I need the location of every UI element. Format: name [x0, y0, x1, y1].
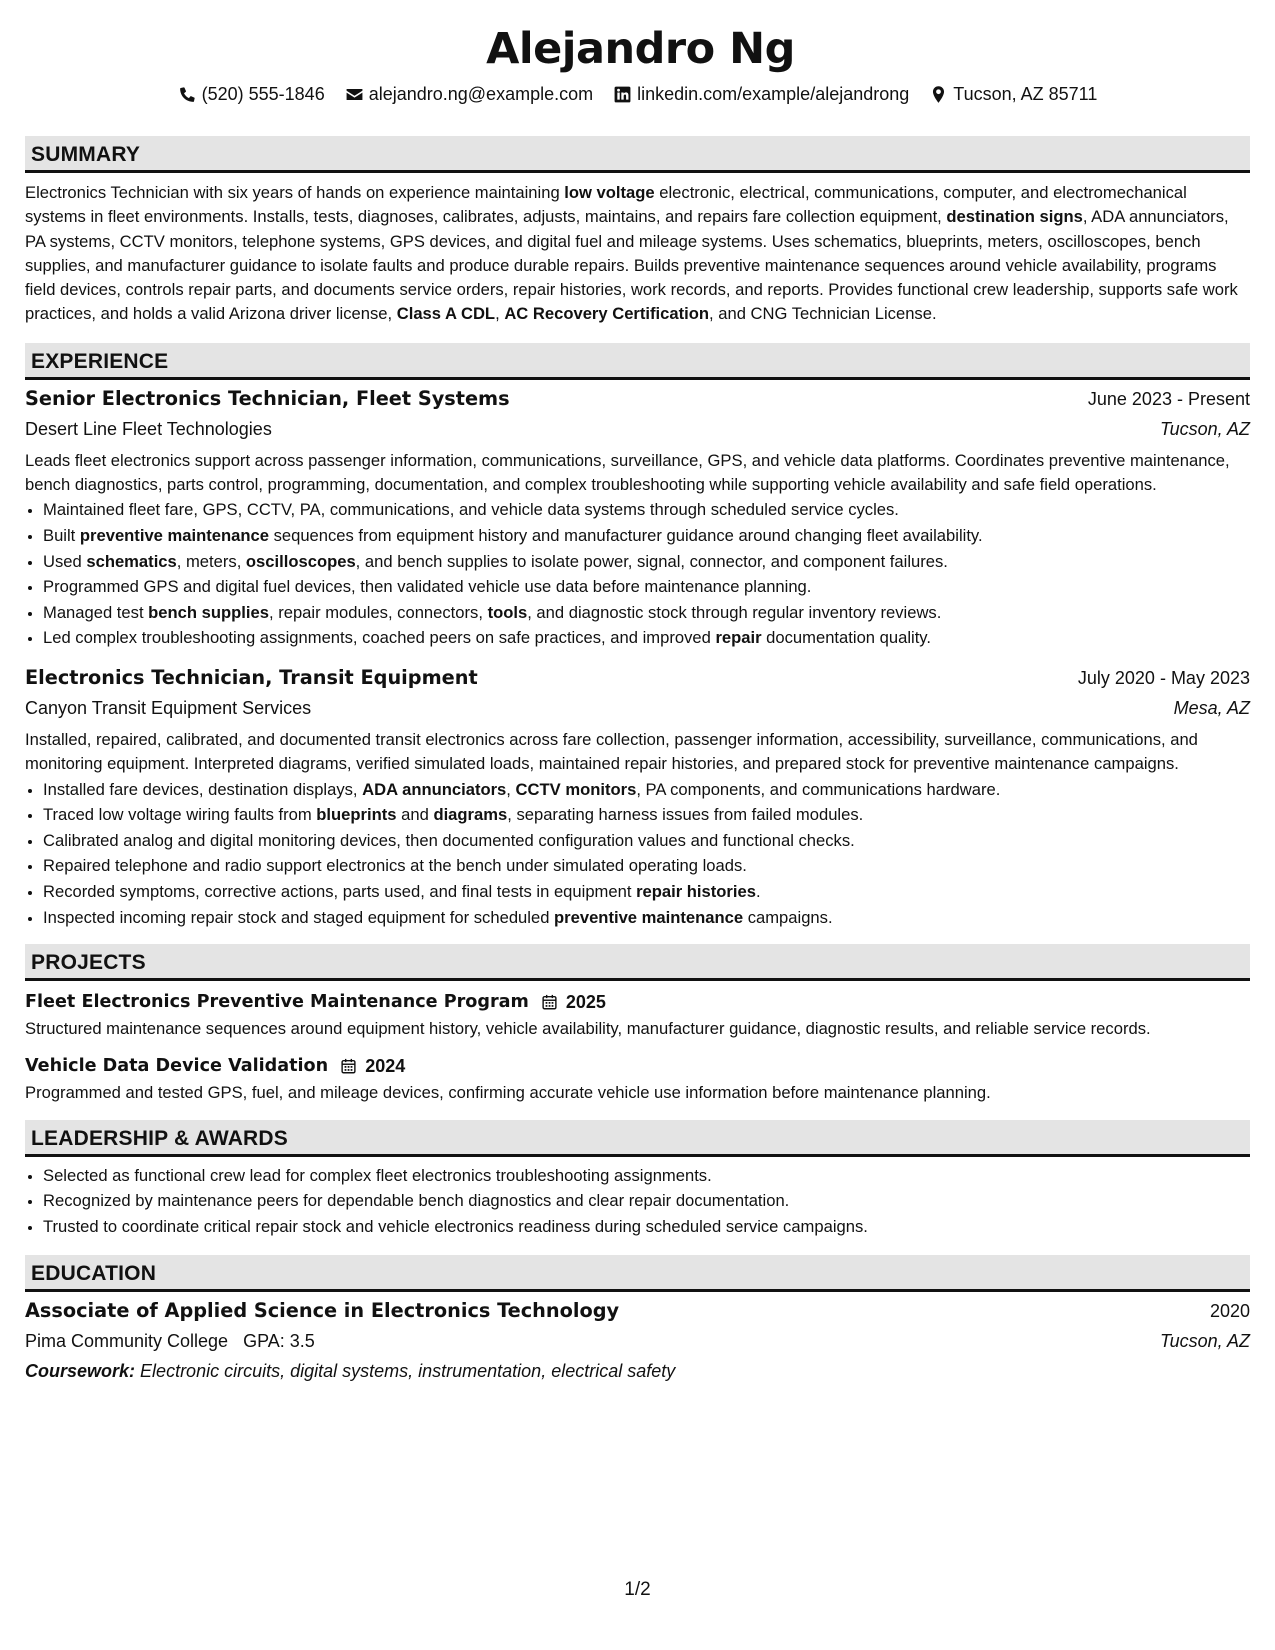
- text-run: .: [755, 881, 761, 901]
- bold-term: repair: [715, 628, 762, 648]
- phone-text: (520) 555-1846: [201, 83, 325, 104]
- bold-term: destination signs: [946, 207, 1083, 227]
- map-pin-icon: [929, 85, 948, 104]
- job-company-row: [25, 414, 1250, 444]
- resume-content: [25, 18, 1250, 1386]
- company-name: Desert Line Fleet Technologies: [25, 418, 272, 439]
- bullet-item: [43, 549, 1250, 575]
- projects-heading: PROJECTS: [25, 944, 1250, 981]
- text-run: Used: [43, 551, 87, 571]
- project-date: [541, 992, 606, 1013]
- text-run: Traced low voltage wiring faults from: [43, 805, 317, 825]
- bold-term: preventive maintenance: [554, 907, 744, 927]
- bullet-item: [43, 777, 1250, 803]
- degree-title: Associate of Applied Science in Electronics Technology: [25, 1299, 620, 1323]
- coursework-line: [25, 1356, 1250, 1386]
- bold-term: tools: [487, 602, 528, 622]
- bold-term: ADA annunciators: [362, 779, 507, 799]
- job-dates: June 2023 - Present: [1087, 388, 1250, 409]
- project-name: Vehicle Data Device Validation: [25, 1056, 329, 1077]
- leadership-list: [25, 1163, 1250, 1240]
- project-year: 2024: [365, 1055, 406, 1076]
- bullet-item: [43, 574, 1250, 600]
- bold-term: repair histories: [636, 881, 756, 901]
- text-run: electronic, electrical, communications, computer, and electromechanical systems in fleet environments. Installs, tests, diagnoses, calibrates, adjusts, maintains, and repairs fare collection equipment,: [25, 183, 1187, 227]
- text-run: Led complex troubleshooting assignments, coached peers on safe practices, and improved: [43, 628, 716, 648]
- project-year: 2025: [565, 991, 606, 1012]
- text-run: Managed test: [43, 602, 149, 622]
- bullet-item: [43, 905, 1250, 931]
- education-row-2: [25, 1326, 1250, 1356]
- coursework-label: Coursework:: [25, 1361, 136, 1382]
- job-bullets: [25, 497, 1250, 651]
- company-name: Canyon Transit Equipment Services: [25, 697, 312, 718]
- text-run: , ADA annunciators, PA systems, CCTV monitors, telephone systems, GPS devices, and digital fuel and mileage systems. Uses schematics, blueprints, meters, oscilloscopes, bench supplies, and manufacturer guidance to isolate faults and produce durable repairs. Builds preventive maintenance sequences around vehicle availability, programs field devices, controls repair parts, and documents service orders, repair histories, work records, and reports. Provides functional crew leadership, supports safe work practices, and holds a valid Arizona driver license,: [25, 207, 1238, 324]
- project-description: Programmed and tested GPS, fuel, and mileage devices, confirming accurate vehicle use information before maintenance planning.: [25, 1083, 991, 1103]
- school-line: [25, 1326, 315, 1356]
- gpa: GPA: 3.5: [243, 1331, 315, 1352]
- bullet-item: [43, 497, 1250, 523]
- contact-phone: [178, 84, 325, 105]
- page-number: 1/2: [624, 1579, 651, 1600]
- bullet-item: [43, 600, 1250, 626]
- bold-term: blueprints: [316, 805, 397, 825]
- text-run: Installed fare devices, destination displays,: [43, 779, 363, 799]
- text-run: , and diagnostic stock through regular inventory reviews.: [527, 602, 942, 622]
- text-run: Built: [43, 525, 80, 545]
- summary-heading: SUMMARY: [25, 136, 1250, 173]
- job-location: Tucson, AZ: [1159, 418, 1250, 439]
- job-bullets: [25, 777, 1250, 931]
- contact-email[interactable]: [345, 84, 593, 105]
- bold-term: CCTV monitors: [515, 779, 637, 799]
- project-entry: [25, 987, 1250, 1041]
- text-run: Programmed GPS and digital fuel devices, then validated vehicle use data before maintenance planning.: [43, 577, 812, 597]
- text-run: , and CNG Technician License.: [709, 304, 937, 324]
- bold-term: preventive maintenance: [79, 525, 269, 545]
- job-dates: July 2020 - May 2023: [1077, 667, 1250, 688]
- bullet-item: [43, 879, 1250, 905]
- bullet-item: [43, 802, 1250, 828]
- job-entry: [25, 384, 1250, 651]
- contact-location: [929, 84, 1097, 105]
- calendar-icon: [340, 1057, 357, 1075]
- coursework-text: Electronic circuits, digital systems, instrumentation, electrical safety: [140, 1361, 676, 1382]
- education-year: 2020: [1209, 1301, 1250, 1322]
- text-run: , separating harness issues from failed modules.: [507, 805, 864, 825]
- job-title: Senior Electronics Technician, Fleet Systems: [25, 386, 510, 410]
- candidate-name: Alejandro Ng: [486, 24, 795, 74]
- project-name: Fleet Electronics Preventive Maintenance Program: [25, 992, 529, 1013]
- contact-linkedin[interactable]: [613, 84, 909, 105]
- education-entry: [25, 1296, 1250, 1386]
- text-run: Maintained fleet fare, GPS, CCTV, PA, communications, and vehicle data systems through scheduled service cycles.: [43, 500, 899, 520]
- summary-text: [25, 181, 1250, 327]
- job-description: Installed, repaired, calibrated, and documented transit electronics across fare collection, passenger information, accessibility, surveillance, communications, and monitoring equipment. Interpreted diagrams, verified simulated loads, maintained repair histories, and prepared stock for preventive maintenance campaigns.: [25, 729, 1198, 774]
- project-date: [340, 1056, 405, 1077]
- bold-term: AC Recovery Certification: [504, 304, 710, 324]
- experience-list: [25, 384, 1250, 930]
- text-run: , repair modules, connectors,: [268, 602, 488, 622]
- email-text[interactable]: alejandro.ng@example.com: [368, 83, 594, 104]
- project-description: Structured maintenance sequences around equipment history, vehicle availability, manufacturer guidance, diagnostic results, and reliable service records.: [25, 1019, 1151, 1039]
- text-run: documentation quality.: [761, 628, 931, 648]
- text-run: campaigns.: [743, 907, 833, 927]
- text-run: sequences from equipment history and manufacturer guidance around changing fleet availability.: [268, 525, 983, 545]
- calendar-icon: [541, 993, 558, 1011]
- text-run: and: [396, 805, 434, 825]
- bold-term: low voltage: [564, 183, 655, 202]
- bold-term: schematics: [86, 551, 177, 571]
- education-row-1: [25, 1296, 1250, 1326]
- text-run: , PA components, and communications hardware.: [636, 779, 1001, 799]
- job-company-row: [25, 693, 1250, 723]
- job-header-row: [25, 384, 1250, 414]
- envelope-icon: [345, 85, 364, 104]
- award-item: • Recognized by maintenance peers for dependable bench diagnostics and clear repair documentation.: [43, 1188, 1250, 1214]
- education-heading: EDUCATION: [25, 1255, 1250, 1292]
- bold-term: Class A CDL: [396, 304, 496, 324]
- bullet-item: [43, 523, 1250, 549]
- text-run: Electronics Technician with six years of hands on experience maintaining: [25, 183, 565, 202]
- contact-bar: [25, 80, 1250, 108]
- project-header: [25, 987, 1250, 1017]
- bullet-item: [43, 625, 1250, 651]
- project-header: [25, 1051, 1250, 1081]
- job-entry: [25, 663, 1250, 930]
- location-text: Tucson, AZ 85711: [953, 83, 1098, 104]
- linkedin-text[interactable]: linkedin.com/example/alejandrong: [637, 83, 910, 104]
- text-run: Calibrated analog and digital monitoring devices, then documented configuration values and functional checks.: [43, 830, 855, 850]
- school-name: Pima Community College: [25, 1331, 229, 1352]
- job-location: Mesa, AZ: [1173, 697, 1250, 718]
- job-header-row: [25, 663, 1250, 693]
- text-run: Inspected incoming repair stock and staged equipment for scheduled: [43, 907, 555, 927]
- text-run: ,: [506, 779, 516, 799]
- text-run: , and bench supplies to isolate power, signal, connector, and component failures.: [355, 551, 948, 571]
- bullet-item: [43, 828, 1250, 854]
- projects-list: [25, 987, 1250, 1106]
- award-item: • Selected as functional crew lead for complex fleet electronics troubleshooting assignments.: [43, 1163, 1250, 1189]
- text-run: Recorded symptoms, corrective actions, parts used, and final tests in equipment: [43, 881, 637, 901]
- bold-term: diagrams: [433, 805, 508, 825]
- experience-heading: EXPERIENCE: [25, 343, 1250, 380]
- phone-icon: [178, 85, 197, 104]
- job-title: Electronics Technician, Transit Equipment: [25, 665, 478, 689]
- linkedin-icon: [613, 85, 632, 104]
- job-description: Leads fleet electronics support across passenger information, communications, surveillance, GPS, and vehicle data platforms. Coordinates preventive maintenance, bench diagnostics, parts control, programming, documentation, and complex troubleshooting while supporting vehicle availability and safe field operations.: [25, 450, 1230, 495]
- project-entry: [25, 1051, 1250, 1105]
- text-run: , meters,: [176, 551, 246, 571]
- bullet-item: [43, 853, 1250, 879]
- bold-term: oscilloscopes: [245, 551, 356, 571]
- award-item: • Trusted to coordinate critical repair stock and vehicle electronics readiness during scheduled service campaigns.: [43, 1214, 1250, 1240]
- text-run: ,: [495, 304, 505, 324]
- bold-term: bench supplies: [148, 602, 269, 622]
- leadership-heading: LEADERSHIP & AWARDS: [25, 1120, 1250, 1157]
- education-location: Tucson, AZ: [1159, 1331, 1250, 1352]
- text-run: Repaired telephone and radio support electronics at the bench under simulated operating loads.: [43, 856, 747, 876]
